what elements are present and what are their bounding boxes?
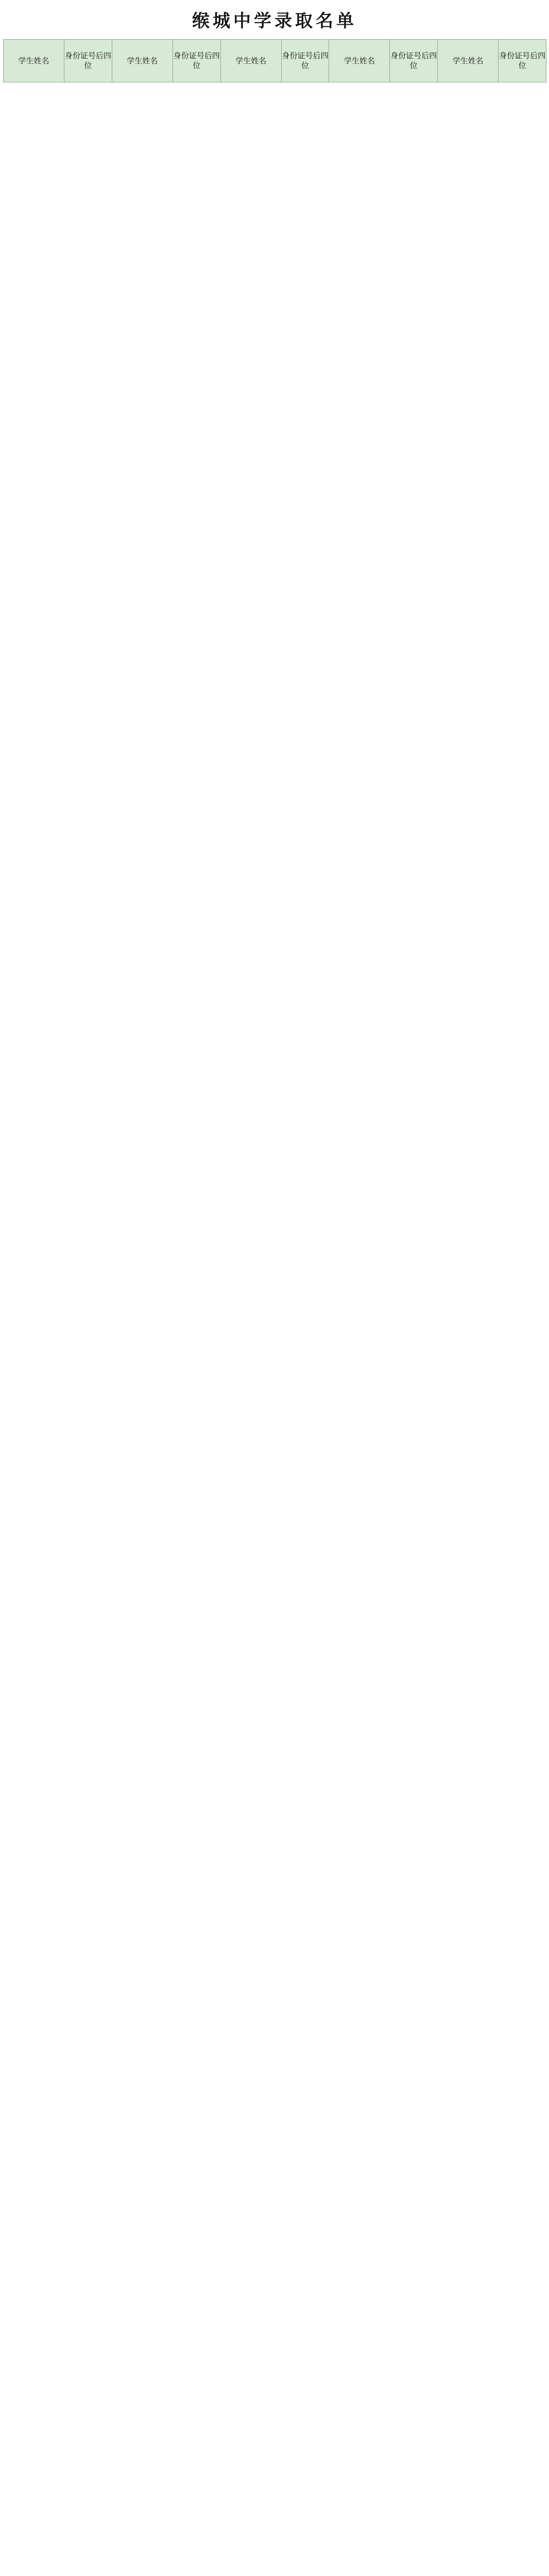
header-id: 身份证号后四位 [499, 40, 546, 82]
header-id: 身份证号后四位 [173, 40, 220, 82]
header-id: 身份证号后四位 [64, 40, 112, 82]
header-name: 学生姓名 [112, 40, 173, 82]
header-row [4, 40, 546, 82]
page-title: 缑城中学录取名单 [192, 11, 357, 31]
header-name: 学生姓名 [220, 40, 281, 82]
header-id: 身份证号后四位 [390, 40, 438, 82]
table-header [4, 40, 546, 82]
header-name: 学生姓名 [438, 40, 499, 82]
header-id: 身份证号后四位 [281, 40, 329, 82]
header-name: 学生姓名 [329, 40, 390, 82]
header-name: 学生姓名 [4, 40, 64, 82]
admission-table [3, 39, 546, 82]
